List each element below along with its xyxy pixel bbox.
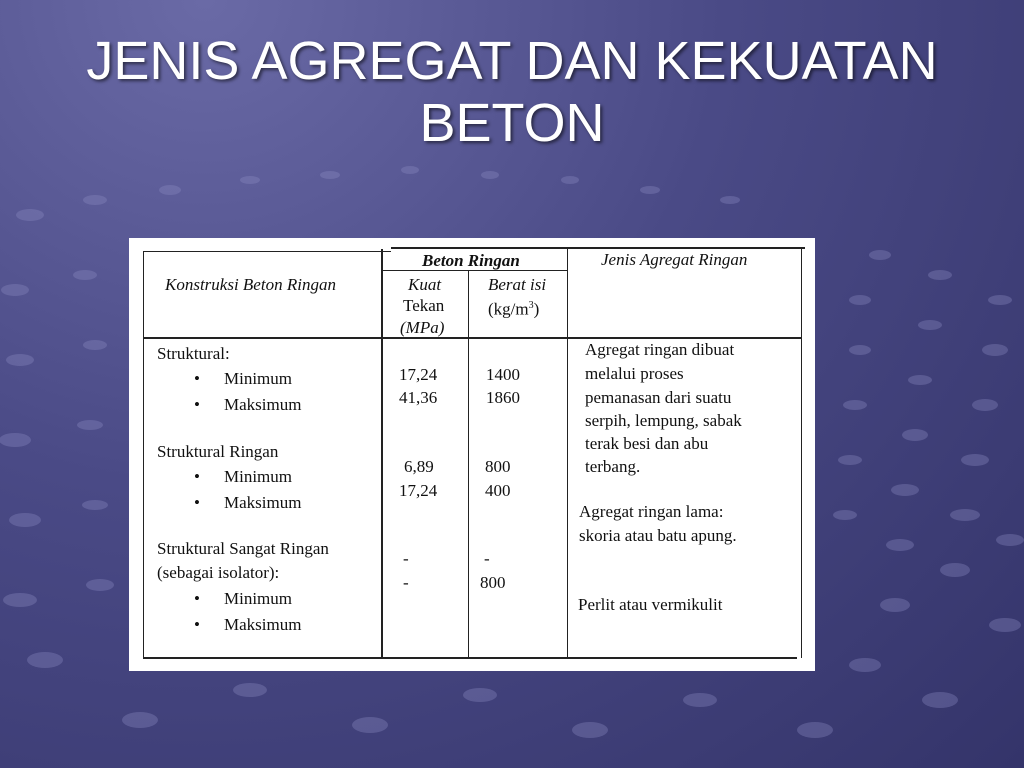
table-left-border (143, 251, 144, 659)
section-label-struktural: Struktural: (157, 344, 230, 363)
scanned-table-image (129, 238, 815, 671)
berat-value: 400 (485, 481, 511, 500)
header-kuat-line-3: (MPa) (400, 318, 445, 337)
item-maksimum: Maksimum (224, 615, 302, 634)
berat-value: 1400 (486, 365, 520, 384)
kuat-value: - (403, 573, 409, 592)
kuat-value: - (403, 549, 409, 568)
header-kuat-line-2: Tekan (403, 296, 445, 315)
item-maksimum: Maksimum (224, 493, 302, 512)
table-top-rule-right (391, 247, 805, 249)
header-berat-close: ) (533, 299, 540, 319)
berat-value: - (484, 549, 490, 568)
jenis-text-line: terbang. (585, 457, 641, 476)
table-col-divider-3 (567, 248, 568, 659)
header-berat-line-2 (488, 296, 539, 320)
item-minimum: Minimum (224, 589, 293, 608)
slide-title-line-2: BETON (419, 93, 605, 153)
table-col-divider-1 (381, 249, 383, 659)
bullet-icon: • (194, 395, 200, 414)
jenis-text-line: Agregat ringan lama: (579, 502, 724, 521)
kuat-value: 17,24 (399, 481, 438, 500)
header-berat-line-1: Berat isi (488, 275, 547, 294)
header-kuat-line-1: Kuat (408, 275, 442, 294)
bullet-icon: • (194, 589, 200, 608)
item-minimum: Minimum (224, 369, 293, 388)
kuat-value: 41,36 (399, 388, 438, 407)
table-col-divider-2 (468, 270, 469, 659)
header-berat-unit: (kg/m (488, 299, 529, 319)
header-beton-ringan: Beton Ringan (422, 251, 520, 270)
header-berat-superscript: 3 (528, 300, 534, 311)
table-top-rule-left (143, 251, 391, 252)
bullet-icon: • (194, 467, 200, 486)
bullet-icon: • (194, 615, 200, 634)
kuat-value: 6,89 (404, 457, 434, 476)
section-label-isolator: (sebagai isolator): (157, 563, 280, 582)
table-bottom-rule (143, 657, 797, 659)
jenis-text-line: Perlit atau vermikulit (578, 595, 723, 614)
jenis-text-line: skoria atau batu apung. (579, 526, 737, 545)
berat-value: 800 (485, 457, 511, 476)
jenis-text-line: melalui proses (585, 364, 684, 383)
item-minimum: Minimum (224, 467, 293, 486)
slide-title-line-1: JENIS AGREGAT DAN KEKUATAN (86, 31, 938, 91)
bullet-icon: • (194, 493, 200, 512)
header-jenis-agregat: Jenis Agregat Ringan (601, 250, 748, 269)
item-maksimum: Maksimum (224, 395, 302, 414)
section-label-struktural-sangat-ringan: Struktural Sangat Ringan (157, 539, 329, 558)
jenis-text-line: terak besi dan abu (585, 434, 709, 453)
slide-title (0, 30, 1024, 154)
table-right-border (801, 248, 802, 658)
section-label-struktural-ringan: Struktural Ringan (157, 442, 279, 461)
jenis-text-line: Agregat ringan dibuat (585, 340, 735, 359)
berat-value: 1860 (486, 388, 520, 407)
header-konstruksi: Konstruksi Beton Ringan (165, 275, 336, 294)
kuat-value: 17,24 (399, 365, 438, 384)
berat-value: 800 (480, 573, 506, 592)
table-header-bottom-rule (143, 337, 801, 339)
jenis-text-line: pemanasan dari suatu (585, 388, 732, 407)
jenis-text-line: serpih, lempung, sabak (585, 411, 742, 430)
bullet-icon: • (194, 369, 200, 388)
